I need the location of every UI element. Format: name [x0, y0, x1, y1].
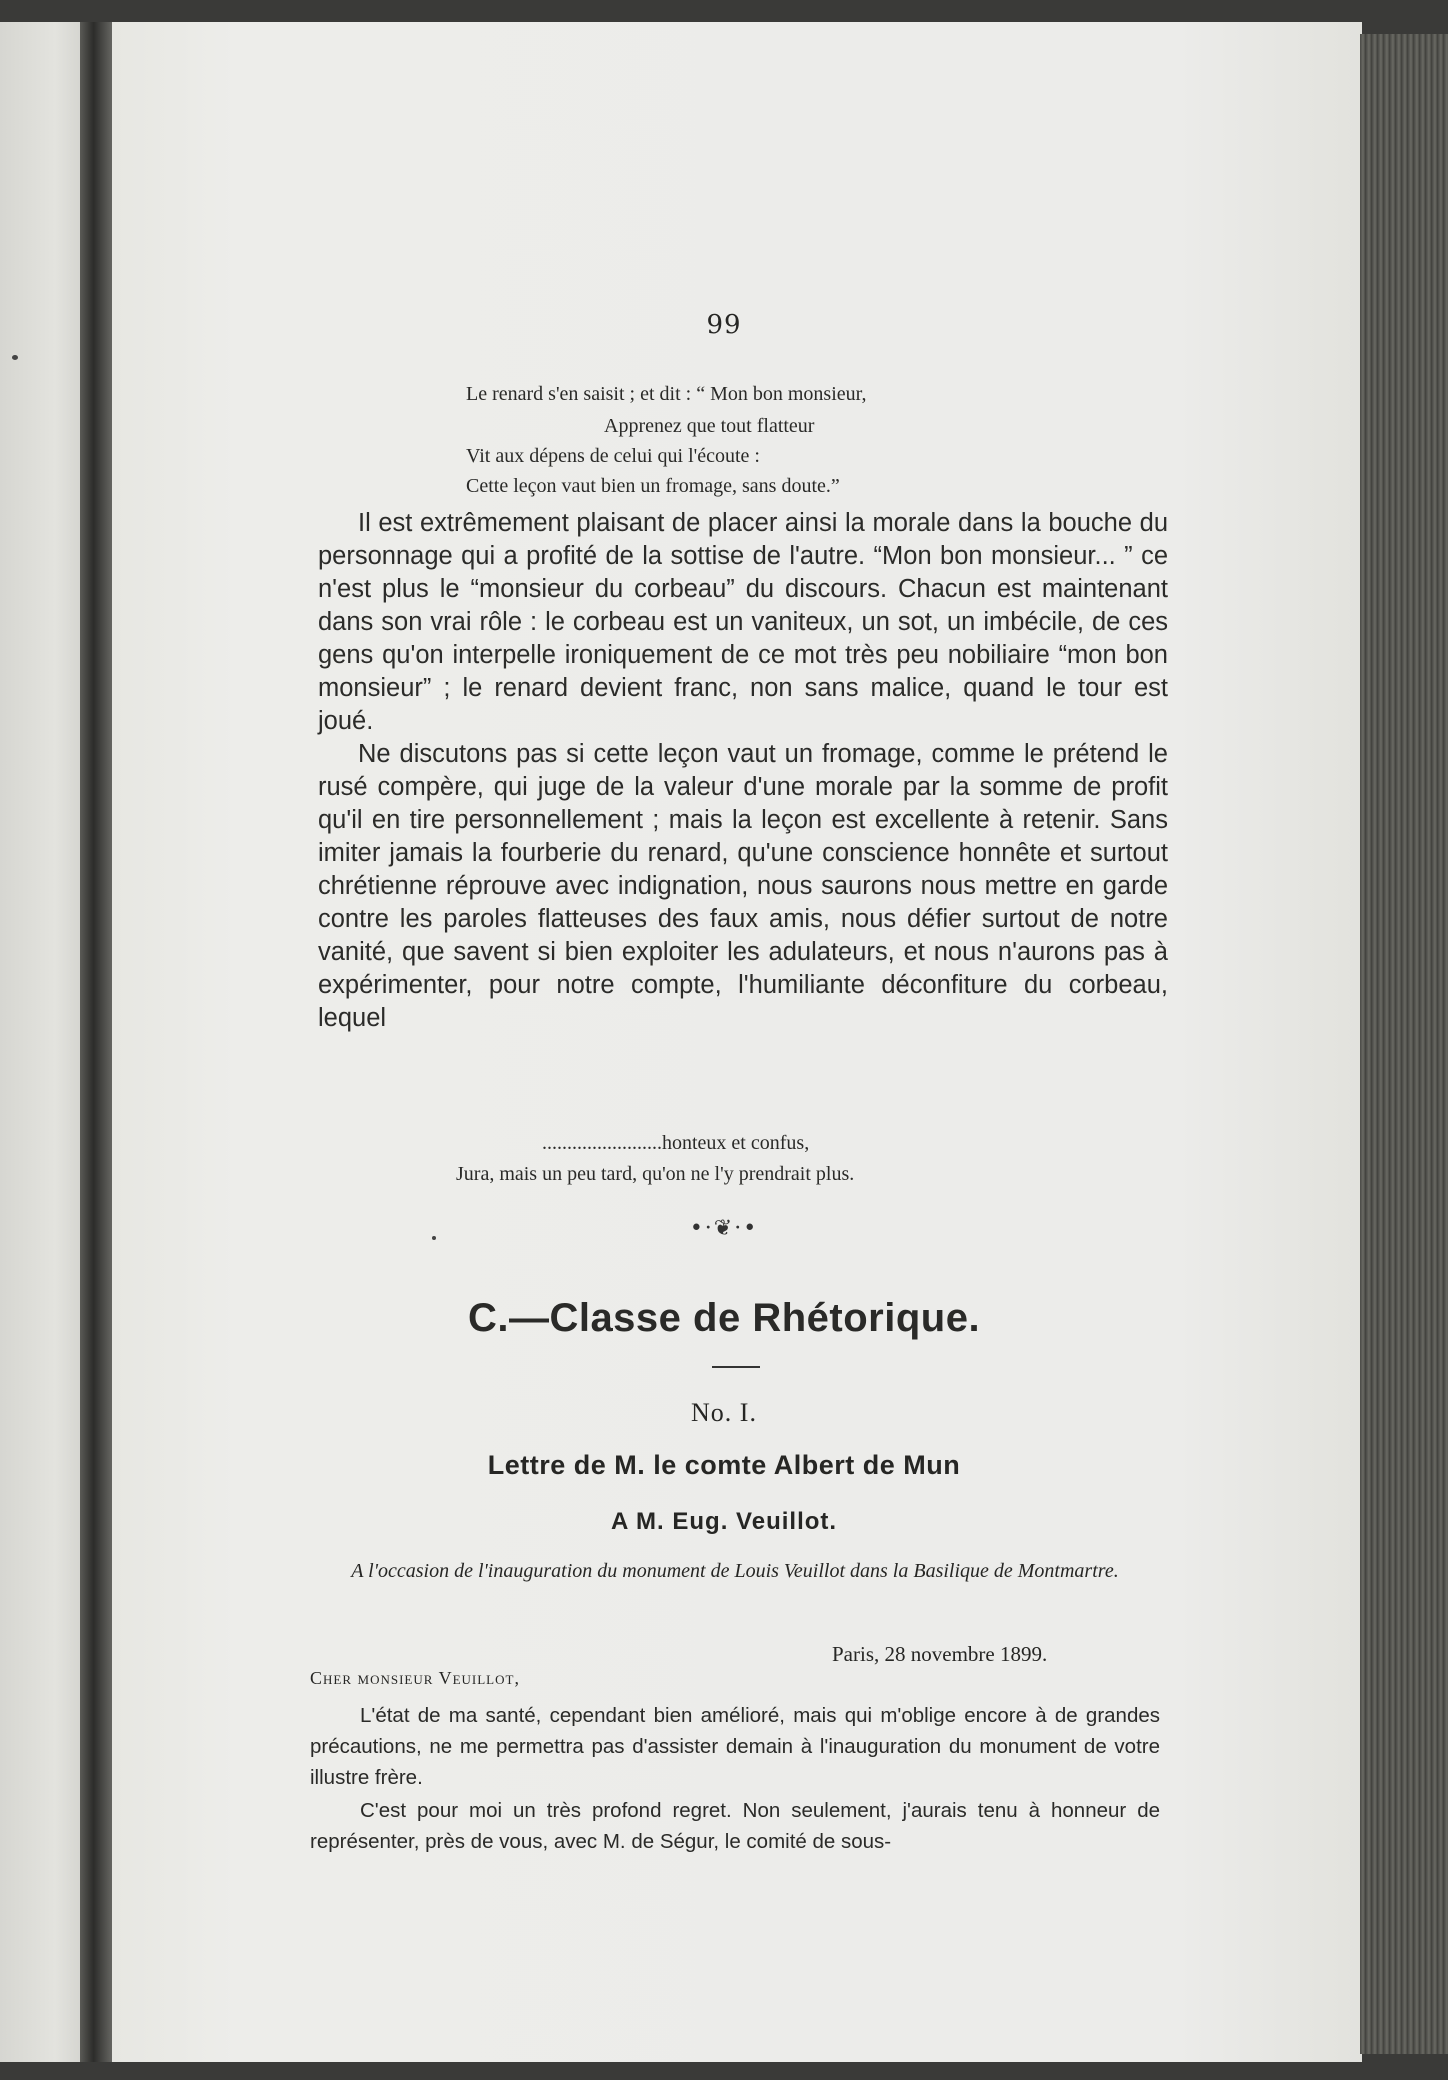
verse-line: Cette leçon vaut bien un fromage, sans doute.” — [466, 475, 840, 497]
paragraph: Il est extrêmement plaisant de placer ainsi la morale dans la bouche du personnage qui a profité de la sottise de l'autre. “Mon bon monsieur... ” ce n'est plus le “monsieur du corbeau” du discours. Chacun est maintenant dans son vrai rôle : le corbeau est un vaniteux, un sot, un imbécile, de ces gens qu'on interpelle ironiquement de ce mot très peu nobiliaire “mon bon monsieur” ; le renard devient franc, non sans malice, quand le tour est joué. — [318, 509, 1168, 735]
commentary-text — [318, 507, 1168, 1035]
verse-line: Jura, mais un peu tard, qu'on ne l'y prendrait plus. — [456, 1163, 855, 1185]
paper-speck — [12, 355, 18, 360]
letter-paragraph: C'est pour moi un très profond regret. Non seulement, j'aurais tenu à honneur de représenter, près de vous, avec M. de Ségur, le comité de sous- — [310, 1799, 1160, 1853]
dateline: Paris, 28 novembre 1899. — [832, 1642, 1048, 1666]
page-number: 99 — [706, 310, 742, 340]
letter-title: Lettre de M. le comte Albert de Mun — [487, 1450, 961, 1480]
verse-line: Le renard s'en saisit ; et dit : “ Mon bon monsieur, — [466, 383, 867, 405]
heading-rule — [712, 1366, 760, 1368]
verse-line: ........................honteux et confus, — [542, 1132, 810, 1154]
section-ornament: •·❦·• — [689, 1216, 759, 1241]
occasion-note: A l'occasion de l'inauguration du monument de Louis Veuillot dans la Basilique de Montmartre. — [351, 1560, 1119, 1582]
letter-body — [310, 1700, 1160, 1859]
item-number: No. I. — [691, 1398, 757, 1427]
section-heading: C.—Classe de Rhétorique. — [467, 1296, 981, 1340]
verse-line: Apprenez que tout flatteur — [604, 415, 815, 437]
letter-recipient: A M. Eug. Veuillot. — [610, 1508, 838, 1535]
verse-line: Vit aux dépens de celui qui l'écoute : — [466, 445, 760, 467]
paragraph: Ne discutons pas si cette leçon vaut un fromage, comme le prétend le rusé compère, qui juge de la valeur d'une morale par la somme de profit qu'il en tire personnellement ; mais la leçon est excellente à retenir. Sans imiter jamais la fourberie du renard, qu'une conscience honnête et surtout chrétienne réprouve avec indignation, nous saurons nous mettre en garde contre les paroles flatteuses des faux amis, nous défier surtout de notre vanité, que savent si bien exploiter les adulateurs, et nous n'aurons pas à expérimenter, pour notre compte, l'humiliante déconfiture du corbeau, lequel — [318, 740, 1168, 1032]
salutation: Cher monsieur Veuillot, — [310, 1668, 520, 1688]
letter-paragraph: L'état de ma santé, cependant bien amélioré, mais qui m'oblige encore à de grandes précautions, ne me permettra pas d'assister demain à l'inauguration du monument de votre illustre frère. — [310, 1704, 1160, 1789]
